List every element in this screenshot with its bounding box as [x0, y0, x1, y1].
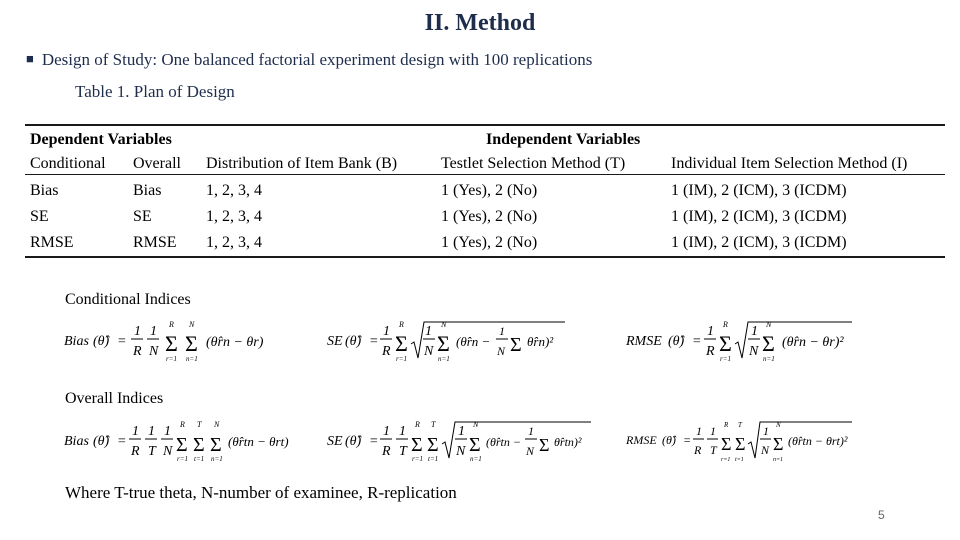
svg-text:(θ̂rn − θr)²: (θ̂rn − θr)²	[782, 335, 844, 350]
svg-text:SE: SE	[327, 334, 343, 349]
svg-text:Σ: Σ	[437, 331, 450, 356]
page-title: II. Method	[424, 10, 536, 36]
svg-text:=: =	[117, 434, 127, 449]
svg-text:Σ: Σ	[176, 434, 188, 456]
svg-text:n=1: n=1	[470, 455, 482, 463]
svg-text:SE: SE	[327, 434, 343, 449]
table-cell: 1, 2, 3, 4	[206, 182, 262, 199]
table-cell: 1 (IM), 2 (ICM), 3 (ICDM)	[671, 182, 847, 199]
svg-text:=: =	[117, 334, 127, 349]
svg-text:1: 1	[134, 324, 141, 339]
svg-text:(θ̂rtn − θrt): (θ̂rtn − θrt)	[228, 434, 289, 449]
svg-text:Bias: Bias	[64, 434, 89, 449]
bias-conditional-formula	[62, 318, 282, 366]
svg-text:N: N	[441, 320, 447, 329]
page-number: 5	[878, 508, 885, 522]
svg-text:(θ̂rn −: (θ̂rn −	[456, 334, 491, 349]
table-cell: Bias	[133, 182, 162, 199]
table-cell: RMSE	[30, 234, 74, 251]
svg-text:R: R	[382, 344, 391, 359]
design-bullet	[26, 50, 592, 70]
table-cell: 1 (IM), 2 (ICM), 3 (ICDM)	[671, 208, 847, 225]
table-top-rule	[25, 124, 945, 126]
column-header-testlet: Testlet Selection Method (T)	[441, 155, 626, 172]
svg-text:T: T	[710, 443, 717, 457]
svg-text:Σ: Σ	[773, 434, 784, 454]
svg-text:r=1: r=1	[412, 455, 423, 463]
svg-text:N: N	[761, 443, 770, 457]
column-header-distribution: Distribution of Item Bank (B)	[206, 155, 398, 172]
independent-header: Independent Variables	[486, 131, 641, 148]
svg-text:=: =	[683, 433, 692, 447]
svg-text:R: R	[706, 344, 715, 359]
svg-text:(θ̂): (θ̂)	[93, 434, 110, 449]
svg-text:N: N	[766, 320, 772, 329]
design-bullet-text: Design of Study: One balanced factorial experiment design with 100 replications	[41, 50, 593, 69]
svg-text:R: R	[415, 420, 420, 429]
table-cell: SE	[30, 208, 49, 225]
svg-text:R: R	[133, 344, 142, 359]
svg-text:Σ: Σ	[762, 331, 775, 356]
svg-text:n=1: n=1	[211, 455, 223, 463]
svg-text:n=1: n=1	[186, 355, 198, 363]
svg-text:Σ: Σ	[411, 434, 423, 456]
bias-overall-formula	[62, 418, 307, 466]
rmse-conditional-formula	[624, 318, 856, 366]
svg-text:T: T	[197, 420, 202, 429]
svg-text:(θ̂): (θ̂)	[668, 334, 685, 349]
svg-text:Σ: Σ	[185, 331, 198, 356]
svg-text:R: R	[169, 320, 174, 329]
table-cell: RMSE	[133, 234, 177, 251]
svg-text:1: 1	[164, 424, 171, 439]
svg-text:n=1: n=1	[763, 355, 775, 363]
svg-text:1: 1	[763, 424, 769, 438]
table-cell: SE	[133, 208, 152, 225]
table-cell: 1 (Yes), 2 (No)	[441, 208, 538, 225]
dependent-header: Dependent Variables	[30, 131, 172, 148]
table-cell: 1 (IM), 2 (ICM), 3 (ICDM)	[671, 234, 847, 251]
svg-text:R: R	[694, 443, 702, 457]
svg-text:r=1: r=1	[720, 355, 731, 363]
se-conditional-formula	[325, 318, 570, 366]
svg-text:Σ: Σ	[193, 434, 205, 456]
table-cell: 1 (Yes), 2 (No)	[441, 182, 538, 199]
svg-text:1: 1	[710, 424, 716, 438]
overall-indices-label: Overall Indices	[65, 390, 164, 407]
svg-text:1: 1	[751, 324, 758, 339]
se-overall-formula	[325, 418, 595, 466]
svg-text:Bias: Bias	[64, 334, 89, 349]
svg-text:1: 1	[148, 424, 155, 439]
svg-text:1: 1	[425, 324, 432, 339]
svg-text:θ̂rn)²: θ̂rn)²	[527, 334, 554, 349]
svg-text:r=1: r=1	[166, 355, 177, 363]
svg-text:N: N	[497, 344, 506, 358]
svg-text:1: 1	[132, 424, 139, 439]
svg-text:1: 1	[696, 424, 702, 438]
svg-text:T: T	[431, 420, 436, 429]
svg-text:N: N	[189, 320, 195, 329]
svg-text:t=1: t=1	[194, 455, 205, 463]
svg-text:Σ: Σ	[210, 434, 222, 456]
svg-text:R: R	[723, 320, 728, 329]
column-header-individual: Individual Item Selection Method (I)	[671, 155, 908, 172]
svg-text:Σ: Σ	[539, 435, 550, 455]
svg-text:N: N	[473, 420, 479, 429]
column-header-overall: Overall	[133, 155, 181, 172]
svg-text:r=1: r=1	[396, 355, 407, 363]
svg-text:1: 1	[528, 424, 534, 438]
svg-text:Σ: Σ	[469, 434, 481, 456]
svg-text:1: 1	[458, 424, 465, 439]
svg-text:=: =	[692, 334, 702, 349]
svg-text:T: T	[148, 444, 156, 459]
svg-text:=: =	[369, 334, 379, 349]
svg-text:N: N	[749, 344, 759, 359]
svg-text:(θ̂): (θ̂)	[93, 334, 110, 349]
svg-text:N: N	[526, 444, 535, 458]
svg-text:Σ: Σ	[395, 331, 408, 356]
svg-text:T: T	[399, 444, 407, 459]
svg-text:(θ̂): (θ̂)	[345, 434, 362, 449]
table-cell: 1, 2, 3, 4	[206, 208, 262, 225]
svg-text:(θ̂): (θ̂)	[345, 334, 362, 349]
svg-text:RMSE: RMSE	[626, 433, 657, 447]
svg-text:(θ̂rtn −: (θ̂rtn −	[486, 435, 521, 449]
svg-text:N: N	[163, 444, 173, 459]
svg-text:N: N	[456, 444, 466, 459]
svg-text:(θ̂): (θ̂)	[662, 433, 676, 447]
svg-text:1: 1	[707, 324, 714, 339]
footnote: Where T-true theta, N-number of examinee, R-replication	[65, 483, 457, 502]
svg-text:(θ̂rtn − θrt)²: (θ̂rtn − θrt)²	[788, 434, 848, 448]
table-bottom-rule	[25, 256, 945, 258]
svg-text:T: T	[738, 421, 742, 429]
svg-text:r=1: r=1	[721, 457, 731, 463]
square-bullet-icon: ■	[26, 51, 34, 66]
svg-text:=: =	[369, 434, 379, 449]
svg-text:1: 1	[499, 324, 505, 338]
rmse-overall-formula	[624, 418, 856, 466]
svg-text:1: 1	[399, 424, 406, 439]
svg-text:N: N	[214, 420, 220, 429]
svg-text:N: N	[149, 344, 159, 359]
svg-text:Σ: Σ	[427, 434, 439, 456]
svg-text:R: R	[724, 421, 729, 429]
table-cell: 1 (Yes), 2 (No)	[441, 234, 538, 251]
table-header-rule	[25, 174, 945, 175]
svg-text:R: R	[399, 320, 404, 329]
svg-text:R: R	[180, 420, 185, 429]
svg-text:Σ: Σ	[165, 331, 178, 356]
table-caption: Table 1. Plan of Design	[75, 82, 235, 101]
svg-text:Σ: Σ	[510, 334, 522, 356]
svg-text:(θ̂rn − θr): (θ̂rn − θr)	[206, 335, 264, 350]
svg-text:θ̂rtn)²: θ̂rtn)²	[554, 435, 582, 449]
svg-text:R: R	[131, 444, 140, 459]
conditional-indices-label: Conditional Indices	[65, 291, 191, 308]
svg-text:N: N	[424, 344, 434, 359]
svg-text:R: R	[382, 444, 391, 459]
svg-text:n=1: n=1	[438, 355, 450, 363]
svg-text:Σ: Σ	[735, 434, 746, 454]
svg-text:Σ: Σ	[719, 331, 732, 356]
svg-text:Σ: Σ	[721, 434, 732, 454]
svg-text:1: 1	[150, 324, 157, 339]
svg-text:1: 1	[383, 424, 390, 439]
svg-text:N: N	[776, 421, 781, 429]
svg-text:n=1: n=1	[773, 457, 784, 463]
svg-text:t=1: t=1	[428, 455, 439, 463]
svg-text:r=1: r=1	[177, 455, 188, 463]
table-cell: 1, 2, 3, 4	[206, 234, 262, 251]
table-cell: Bias	[30, 182, 59, 199]
svg-text:1: 1	[383, 324, 390, 339]
svg-text:t=1: t=1	[735, 457, 744, 463]
svg-text:RMSE: RMSE	[626, 334, 662, 349]
column-header-conditional: Conditional	[30, 155, 106, 172]
